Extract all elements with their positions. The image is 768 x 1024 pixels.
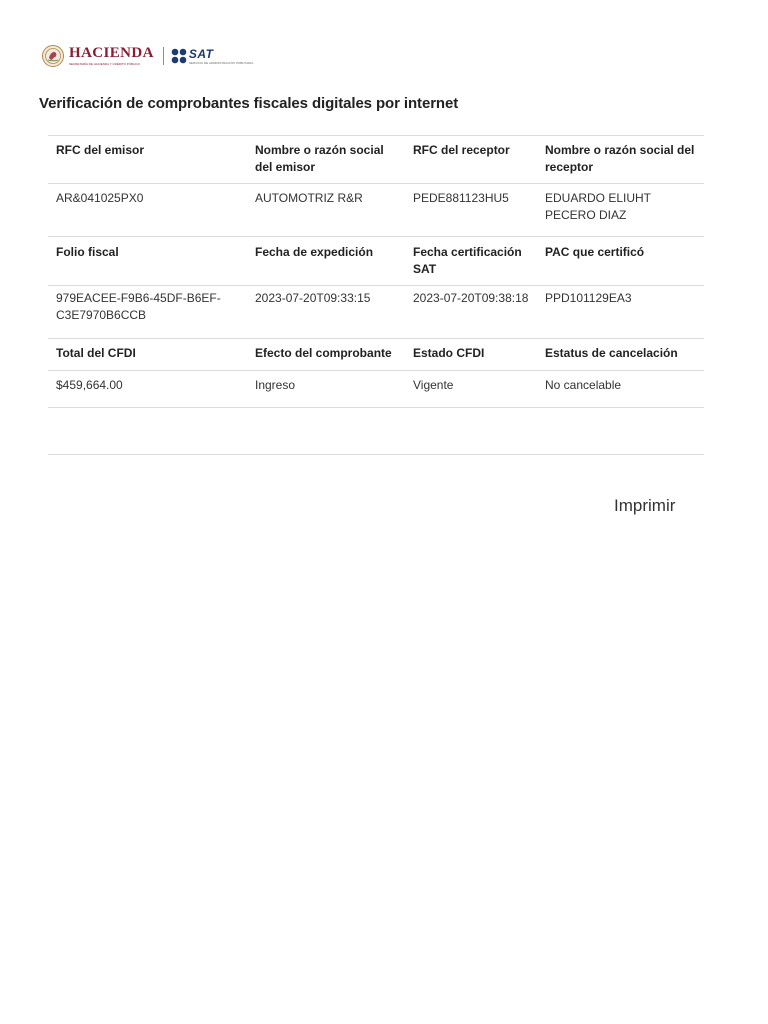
header-cell: Efecto del comprobante bbox=[255, 346, 392, 360]
value-cell: AUTOMOTRIZ R&R bbox=[255, 191, 363, 205]
table-row bbox=[48, 286, 704, 339]
sat-logo-text: SAT bbox=[188, 46, 214, 61]
value-cell: $459,664.00 bbox=[56, 378, 123, 392]
header-cell: Fecha certificación SAT bbox=[413, 245, 522, 276]
header-cell: RFC del receptor bbox=[413, 143, 510, 157]
national-seal-icon bbox=[42, 45, 64, 67]
table-header-row bbox=[48, 136, 704, 184]
cfdi-verification-table bbox=[48, 135, 704, 408]
hacienda-logo bbox=[69, 46, 154, 66]
hacienda-logo-subtext: SECRETARÍA DE HACIENDA Y CRÉDITO PÚBLICO bbox=[69, 62, 140, 66]
value-cell: EDUARDO ELIUHT PECERO DIAZ bbox=[545, 191, 651, 222]
value-cell: PEDE881123HU5 bbox=[413, 191, 509, 205]
value-cell: No cancelable bbox=[545, 378, 622, 392]
header-cell: Estado CFDI bbox=[413, 346, 485, 360]
sat-logo-icon bbox=[171, 48, 187, 64]
bottom-divider bbox=[48, 454, 704, 455]
value-cell: AR&041025PX0 bbox=[56, 191, 144, 205]
logo-bar bbox=[42, 43, 253, 69]
header-cell: Folio fiscal bbox=[56, 245, 119, 259]
table-header-row bbox=[48, 237, 704, 286]
header-cell: Nombre o razón social del receptor bbox=[545, 143, 695, 174]
table-row bbox=[48, 371, 704, 408]
print-button[interactable]: Imprimir bbox=[612, 494, 677, 518]
header-cell: Fecha de expedición bbox=[255, 245, 374, 259]
sat-logo-subtext: SERVICIO DE ADMINISTRACIÓN TRIBUTARIA bbox=[188, 60, 254, 65]
value-cell: Ingreso bbox=[255, 378, 296, 392]
value-cell: 2023-07-20T09:38:18 bbox=[413, 291, 529, 305]
header-cell: Total del CFDI bbox=[56, 346, 136, 360]
sat-logo bbox=[189, 48, 253, 65]
logo-divider bbox=[163, 47, 164, 65]
value-cell: PPD101129EA3 bbox=[545, 291, 632, 305]
value-cell: Vigente bbox=[413, 378, 454, 392]
header-cell: Nombre o razón social del emisor bbox=[255, 143, 384, 174]
hacienda-logo-text: HACIENDA bbox=[69, 45, 154, 61]
header-cell: Estatus de cancelación bbox=[545, 346, 678, 360]
value-cell: 2023-07-20T09:33:15 bbox=[255, 291, 371, 305]
page-title: Verificación de comprobantes fiscales digitales por internet bbox=[39, 95, 459, 112]
table-header-row bbox=[48, 339, 704, 371]
value-cell: 979EACEE-F9B6-45DF-B6EF-C3E7970B6CCB bbox=[56, 291, 221, 322]
header-cell: RFC del emisor bbox=[56, 143, 145, 157]
table-row bbox=[48, 184, 704, 237]
header-cell: PAC que certificó bbox=[545, 245, 645, 259]
